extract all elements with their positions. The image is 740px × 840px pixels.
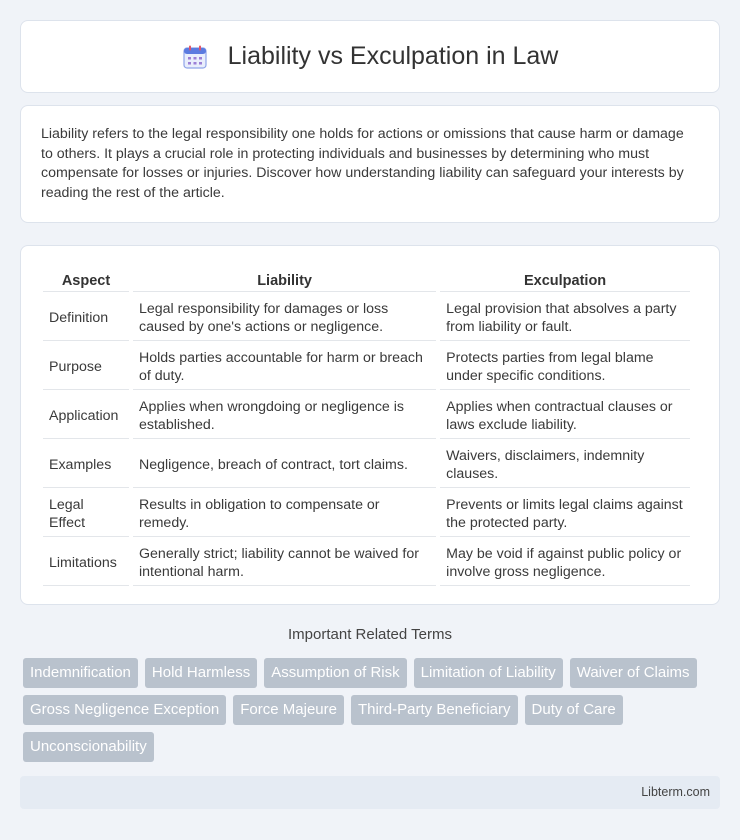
term-tag-assumption-of-risk[interactable]: Assumption of Risk [264,658,406,688]
term-tag-limitation-of-liability[interactable]: Limitation of Liability [414,658,563,688]
col-header-aspect: Aspect [43,268,129,292]
term-tag-force-majeure[interactable]: Force Majeure [233,695,344,725]
aspect-cell: Definition [43,294,129,341]
col-header-liability: Liability [133,268,436,292]
title-wrap [182,42,559,71]
intro-card [20,105,720,223]
footer [20,776,720,809]
liability-cell: Generally strict; liability cannot be waived for intentional harm. [133,539,436,586]
liability-cell: Results in obligation to compensate or remedy. [133,490,436,537]
exculpation-cell: Protects parties from legal blame under specific conditions. [440,343,690,390]
exculpation-cell: Waivers, disclaimers, indemnity clauses. [440,441,690,488]
table-row [43,441,690,488]
exculpation-cell: Applies when contractual clauses or laws exclude liability. [440,392,690,439]
calendar-icon [182,44,208,70]
aspect-cell: Examples [43,441,129,488]
term-tag-gross-negligence-exception[interactable]: Gross Negligence Exception [23,695,226,725]
term-tag-indemnification[interactable]: Indemnification [23,658,138,688]
comparison-card [20,245,720,605]
exculpation-cell: Legal provision that absolves a party from liability or fault. [440,294,690,341]
aspect-cell: Purpose [43,343,129,390]
table-row [43,294,690,341]
term-tag-hold-harmless[interactable]: Hold Harmless [145,658,257,688]
exculpation-cell: Prevents or limits legal claims against the protected party. [440,490,690,537]
liability-cell: Applies when wrongdoing or negligence is established. [133,392,436,439]
term-tag-waiver-of-claims[interactable]: Waiver of Claims [570,658,697,688]
table-row [43,343,690,390]
intro-text: Liability refers to the legal responsibility one holds for actions or omissions that cause harm or damage to others. It plays a crucial role in protecting individuals and businesses by determining who must compensate for losses or injuries. Discover how understanding liability can safeguard your interests by reading the rest of the article. [41,126,684,201]
exculpation-cell: May be void if against public policy or involve gross negligence. [440,539,690,586]
liability-cell: Negligence, breach of contract, tort claims. [133,441,436,488]
aspect-cell: Application [43,392,129,439]
term-tag-duty-of-care[interactable]: Duty of Care [525,695,623,725]
footer-site-link[interactable]: Libterm.com [641,785,710,799]
aspect-cell: Limitations [43,539,129,586]
header-card [20,20,720,93]
col-header-exculpation: Exculpation [440,268,690,292]
related-terms-list [23,658,723,762]
term-tag-unconscionability[interactable]: Unconscionability [23,732,154,762]
related-terms-title: Important Related Terms [288,626,452,643]
comparison-table [39,266,694,588]
table-row [43,392,690,439]
table-row [43,490,690,537]
liability-cell: Legal responsibility for damages or loss caused by one's actions or negligence. [133,294,436,341]
aspect-cell: Legal Effect [43,490,129,537]
table-row [43,539,690,586]
liability-cell: Holds parties accountable for harm or breach of duty. [133,343,436,390]
table-header-row [43,268,690,292]
page-title: Liability vs Exculpation in Law [227,42,559,70]
term-tag-third-party-beneficiary[interactable]: Third-Party Beneficiary [351,695,518,725]
